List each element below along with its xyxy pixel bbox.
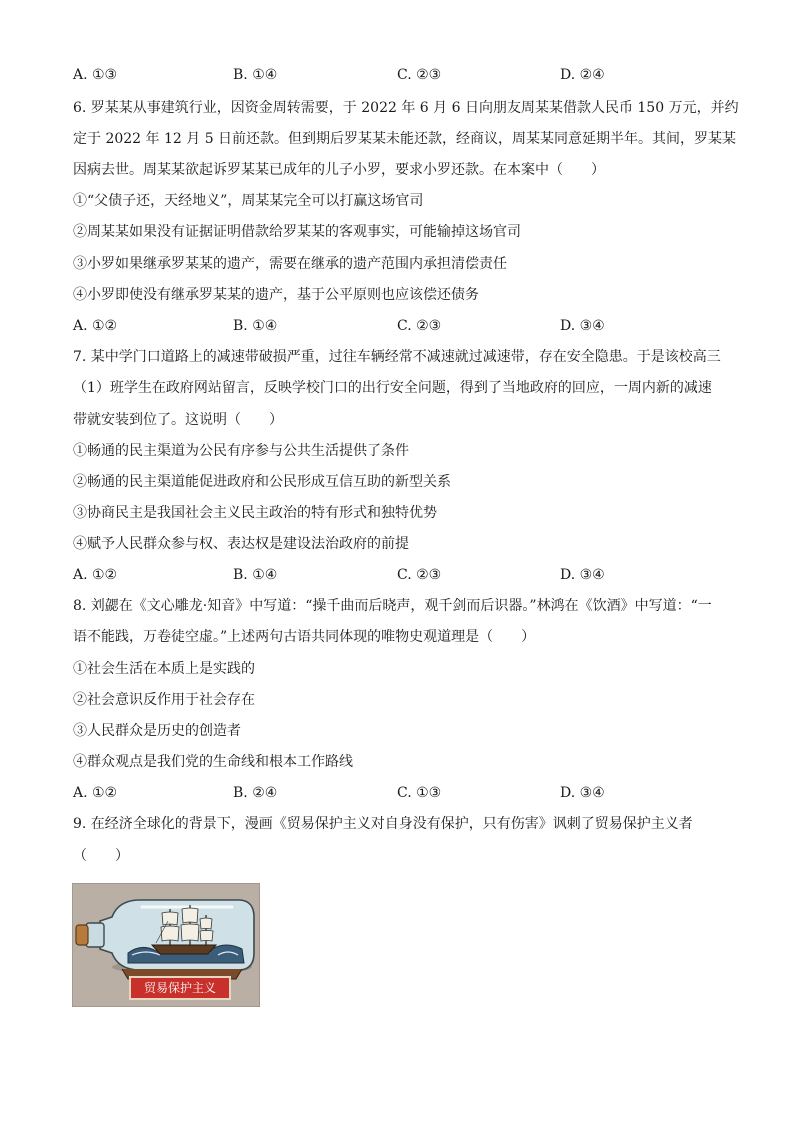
- q6-stem-line-2: 定于 2022 年 12 月 5 日前还款。但到期后罗某某未能还款，经商议，周某某同意延期半年。其间，罗某某: [73, 131, 737, 147]
- option-d[interactable]: D. ③④: [560, 567, 605, 583]
- option-a[interactable]: A. ①③: [73, 67, 118, 83]
- q7-statement-4: ④赋予人民群众参与权、表达权是建设法治政府的前提: [73, 536, 409, 552]
- option-c[interactable]: C. ①③: [397, 785, 442, 801]
- option-b[interactable]: B. ①④: [233, 67, 278, 83]
- option-a[interactable]: A. ①②: [73, 318, 118, 334]
- q8-statement-2: ②社会意识反作用于社会存在: [73, 692, 255, 708]
- q6-statement-3: ③小罗如果继承罗某某的遗产，需要在继承的遗产范围内承担清偿责任: [73, 256, 507, 272]
- q5-options: [73, 65, 723, 85]
- q8-statement-4: ④群众观点是我们党的生命线和根本工作路线: [73, 754, 353, 770]
- option-b[interactable]: B. ②④: [233, 785, 278, 801]
- q6-statement-1: ①“父债子还，天经地义”，周某某完全可以打赢这场官司: [73, 193, 424, 209]
- q8-stem-line-1: 8. 刘勰在《文心雕龙·知音》中写道：“操千曲而后晓声，观千剑而后识器。”林鸿在《饮酒》中写道：“一: [73, 598, 712, 614]
- option-d[interactable]: D. ③④: [560, 785, 605, 801]
- option-a[interactable]: A. ①②: [73, 567, 118, 583]
- cartoon-label: 贸易保护主义: [143, 981, 216, 995]
- q8-statement-3: ③人民群众是历史的创造者: [73, 723, 241, 739]
- q8-stem-line-2: 语不能践，万卷徒空虚。”上述两句古语共同体现的唯物史观道理是（ ）: [73, 629, 536, 645]
- q7-stem-line-1: 7. 某中学门口道路上的减速带破损严重，过往车辆经常不减速就过减速带，存在安全隐患。于是该校高三: [73, 349, 721, 365]
- q8-options: [73, 783, 723, 803]
- q7-statement-1: ①畅通的民主渠道为公民有序参与公共生活提供了条件: [73, 443, 409, 459]
- q7-statement-2: ②畅通的民主渠道能促进政府和公民形成互信互助的新型关系: [73, 474, 451, 490]
- option-c[interactable]: C. ②③: [397, 567, 442, 583]
- option-d[interactable]: D. ③④: [560, 318, 605, 334]
- option-b[interactable]: B. ①④: [233, 567, 278, 583]
- option-d[interactable]: D. ②④: [560, 67, 605, 83]
- ship-in-bottle-cartoon: [72, 883, 260, 1007]
- q7-options: [73, 565, 723, 585]
- q8-statement-1: ①社会生活在本质上是实践的: [73, 661, 255, 677]
- q7-statement-3: ③协商民主是我国社会主义民主政治的特有形式和独特优势: [73, 505, 437, 521]
- q6-options: [73, 316, 723, 336]
- q6-statement-4: ④小罗即使没有继承罗某某的遗产，基于公平原则也应该偿还债务: [73, 287, 479, 303]
- option-c[interactable]: C. ②③: [397, 67, 442, 83]
- option-c[interactable]: C. ②③: [397, 318, 442, 334]
- option-b[interactable]: B. ①④: [233, 318, 278, 334]
- q9-stem-line-1: 9. 在经济全球化的背景下，漫画《贸易保护主义对自身没有保护，只有伤害》讽刺了贸易保护主义者: [73, 816, 693, 832]
- q6-stem-line-1: 6. 罗某某从事建筑行业，因资金周转需要，于 2022 年 6 月 6 日向朋友周某某借款人民币 150 万元，并约: [73, 100, 739, 116]
- q7-stem-line-2: （1）班学生在政府网站留言，反映学校门口的出行安全问题，得到了当地政府的回应，一周内新的减速: [73, 380, 712, 396]
- q6-stem-line-3: 因病去世。周某某欲起诉罗某某已成年的儿子小罗，要求小罗还款。在本案中（ ）: [73, 162, 605, 178]
- q7-stem-line-3: 带就安装到位了。这说明（ ）: [73, 412, 283, 428]
- q9-stem-line-2: （ ）: [73, 848, 129, 864]
- q6-statement-2: ②周某某如果没有证据证明借款给罗某某的客观事实，可能输掉这场官司: [73, 224, 521, 240]
- option-a[interactable]: A. ①②: [73, 785, 118, 801]
